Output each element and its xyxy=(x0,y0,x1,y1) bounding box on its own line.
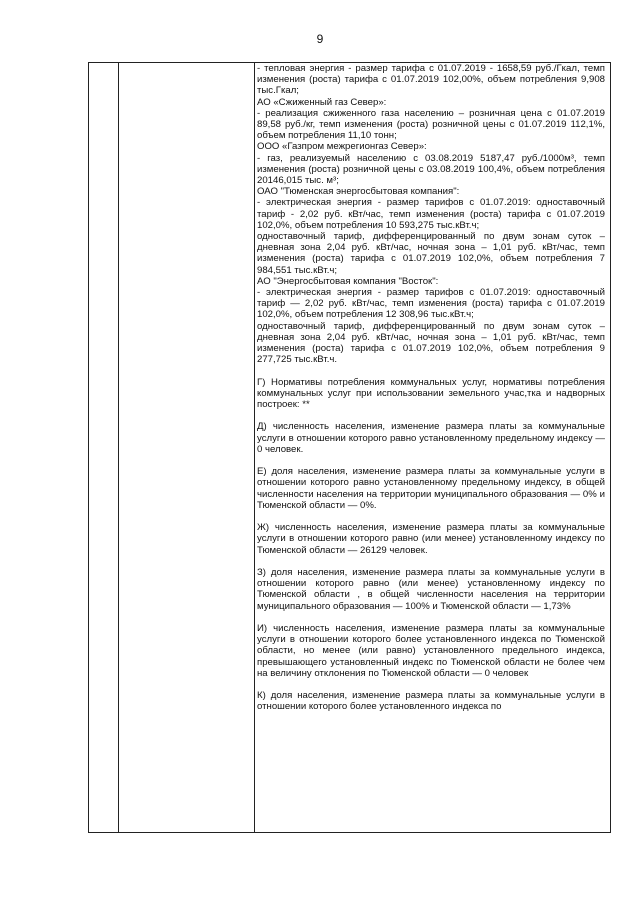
cell-paragraph: - реализация сжиженного газа населению – розничная цена с 01.07.2019 89,58 руб./кг, темп изменения (роста) розничной цены с 01.07.2019 112,1%, объем потребления 11,10 тонн; xyxy=(257,107,605,142)
cell-paragraph: К) доля населения, изменение размера платы за коммунальные услуги в отношении которого более установленного индекса по xyxy=(257,690,605,713)
cell-paragraph: ОАО "Тюменская энергосбытовая компания": xyxy=(257,186,460,198)
cell-paragraph: Ж) численность населения, изменение размера платы за коммунальные услуги в отношении которого равно (или менее) установленному индексу по Тюменской области — 26129 человек. xyxy=(257,522,605,556)
cell-paragraph: - электрическая энергия - размер тарифов с 01.07.2019: одноставочный тариф — 2,02 руб. кВт/час, темп изменения (роста) тарифа с 01.07.2019 102,0%, объем потребления 12 308,96 тыс.кВт.ч; xyxy=(257,287,605,321)
page-number: 9 xyxy=(316,32,324,46)
column-divider-1 xyxy=(118,63,119,832)
cell-paragraph: АО "Энергосбытовая компания "Восток": xyxy=(257,275,439,287)
cell-paragraph: Г) Нормативы потребления коммунальных услуг, нормативы потребления коммунальных услуг при использовании земельного учас,тка и надворных построек: ** xyxy=(257,376,605,411)
cell-paragraph: - газ, реализуемый населению с 03.08.2019 5187,47 руб./1000м³, темп изменения (роста) розничной цены с 03.08.2019 100,4%, объем потребления 20146,015 тыс. м³; xyxy=(257,152,605,187)
cell-paragraph: ООО «Газпром межрегионгаз Север»: xyxy=(257,141,427,153)
column-divider-2 xyxy=(254,63,255,832)
cell-paragraph: И) численность населения, изменение размера платы за коммунальные услуги в отношении которого более установленного индекса по Тюменской области, но менее (или равно) установленного предельного индекса, превышающего установленный индекс по Тюменской области не более чем на величину отклонения по Тюменской области — 0 человек xyxy=(257,623,605,679)
cell-paragraph: одноставочный тариф, дифференцированный по двум зонам суток – дневная зона 2,04 руб. кВт/час, ночная зона – 1,01 руб. кВт/час, темп изменения (роста) тарифа с 01.07.2019 102,0%, объем потребления 9 277,725 тыс.кВт.ч. xyxy=(257,320,605,366)
cell-paragraph: одноставочный тариф, дифференцированный по двум зонам суток – дневная зона 2,04 руб. кВт/час, ночная зона – 1,01 руб. кВт/час, темп изменения (роста) тарифа с 01.07.2019 102,0%, объем потребления 7 984,551 тыс.кВт.ч; xyxy=(257,231,605,276)
cell-paragraph: Д) численность населения, изменение размера платы за коммунальные услуги в отношении которого равно установленному предельному индексу — 0 человек. xyxy=(257,421,605,455)
cell-paragraph: - тепловая энергия - размер тарифа с 01.07.2019 - 1658,59 руб./Гкал, темп изменения (роста) тарифа с 01.07.2019 102,00%, объем потребления 9,908 тыс.Гкал; xyxy=(257,63,605,97)
document-table xyxy=(88,62,611,833)
table-cell-text xyxy=(257,63,605,713)
cell-paragraph: Е) доля населения, изменение размера платы за коммунальные услуги в отношении которого равно установленному предельному индексу, в общей численности населения на территории муниципального образования — 0% и Тюменской области — 0%. xyxy=(257,466,605,511)
cell-paragraph: - электрическая энергия - размер тарифов с 01.07.2019: одноставочный тариф - 2,02 руб. кВт/час, темп изменения (роста) тарифа с 01.07.2019 102,0%, объем потребления 10 593,275 тыс.кВт.ч; xyxy=(257,197,605,231)
cell-paragraph: АО «Сжиженный газ Север»: xyxy=(257,96,387,108)
cell-paragraph: З) доля населения, изменение размера платы за коммунальные услуги в отношении которого равно (или менее) установленному индексу по Тюменской области , в общей численности населения на территории муниципального образования — 100% и Тюменской области — 1,73% xyxy=(257,567,605,612)
